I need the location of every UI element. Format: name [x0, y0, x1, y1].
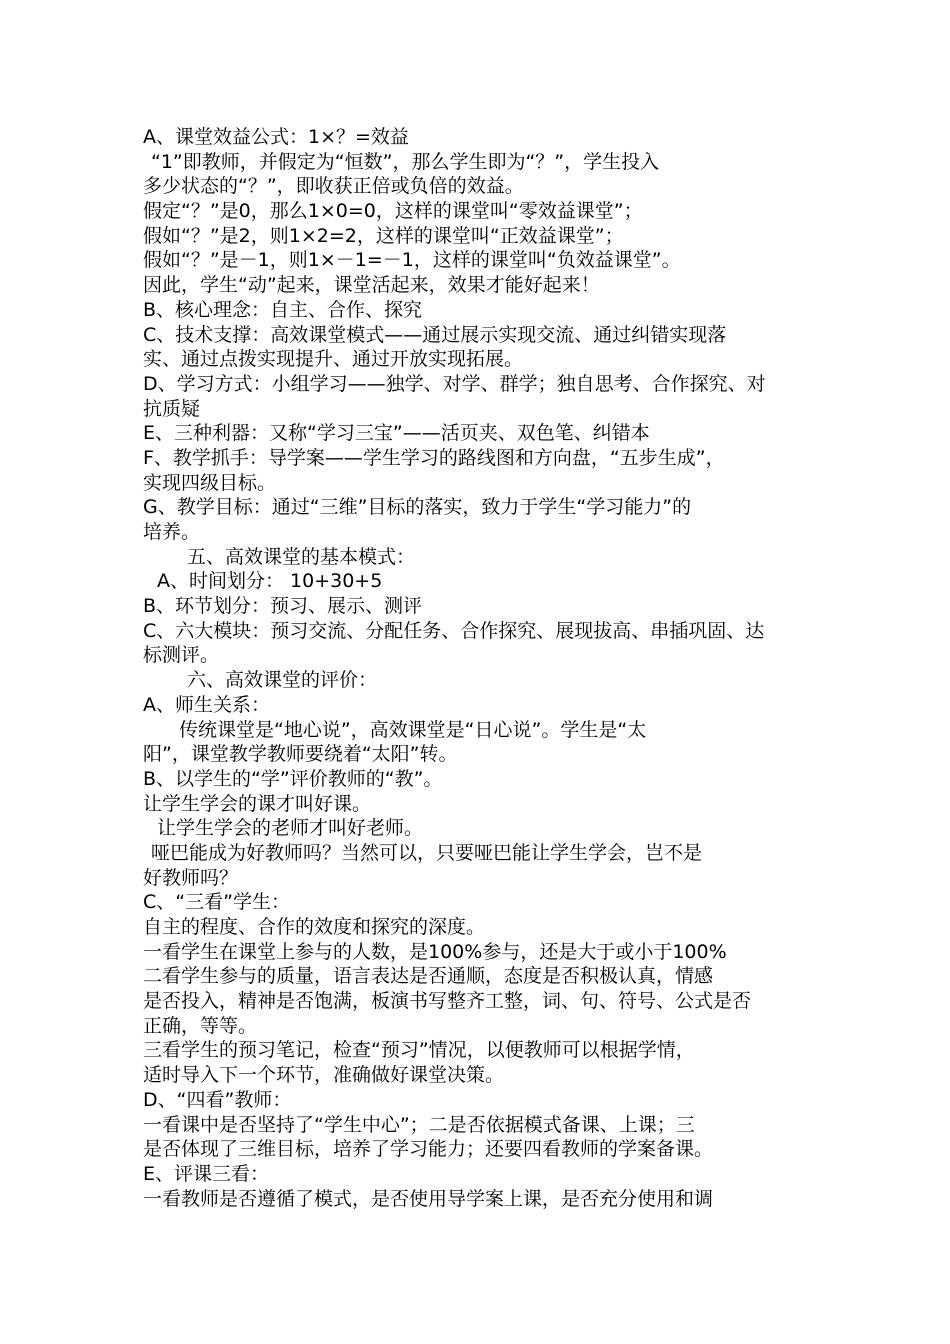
text-line: 假如“？”是－1，则1×－1=－1，这样的课堂叫“负效益课堂”。: [143, 249, 681, 272]
text-line: 实现四级目标。: [143, 471, 277, 494]
text-line: 一看教师是否遵循了模式，是否使用导学案上课，是否充分使用和调: [143, 1187, 714, 1210]
text-line: 抗质疑: [143, 397, 201, 420]
text-line: 是否体现了三维目标，培养了学习能力；还要四看教师的学案备课。: [143, 1138, 714, 1161]
text-line: G、教学目标：通过“三维”目标的落实，致力于学生“学习能力”的: [143, 496, 692, 519]
text-line: 二看学生参与的质量，语言表达是否通顺，态度是否积极认真，情感: [143, 965, 714, 988]
text-line: A、时间划分： 10+30+5: [157, 570, 383, 593]
text-line: 假定“？”是0，那么1×0=0，这样的课堂叫“零效益课堂”；: [143, 200, 643, 223]
text-line: 正确，等等。: [143, 1014, 258, 1037]
section-heading: 五、高效课堂的基本模式：: [187, 545, 416, 568]
text-line: F、教学抓手：导学案——学生学习的路线图和方向盘，“五步生成”，: [143, 446, 725, 469]
text-line: C、“三看”学生：: [143, 891, 290, 914]
text-line: “1”即教师，并假定为“恒数”，那么学生即为“？”，学生投入: [151, 150, 660, 173]
text-line: 一看课中是否坚持了“学生中心”；二是否依据模式备课、上课；三: [143, 1113, 695, 1136]
text-line: E、三种利器：又称“学习三宝”——活页夹、双色笔、纠错本: [143, 422, 650, 445]
section-heading: 六、高效课堂的评价：: [187, 669, 378, 692]
text-line: 好教师吗？: [143, 866, 239, 889]
text-line: 因此，学生“动”起来，课堂活起来，效果才能好起来！: [143, 274, 600, 297]
text-line: 多少状态的“？”，即收获正倍或负倍的效益。: [143, 175, 524, 198]
text-line: 传统课堂是“地心说”，高效课堂是“日心说”。学生是“太: [179, 718, 647, 741]
text-line: 三看学生的预习笔记，检查“预习”情况，以便教师可以根据学情，: [143, 1039, 695, 1062]
text-line: B、以学生的“学”评价教师的“教”。: [143, 767, 443, 790]
text-line: A、课堂效益公式：1×？=效益: [143, 126, 409, 148]
text-line: C、六大模块：预习交流、分配任务、合作探究、展现拔高、串插巩固、达: [143, 619, 765, 642]
text-line: B、环节划分：预习、展示、测评: [143, 595, 423, 618]
text-line: 让学生学会的老师才叫好老师。: [157, 817, 424, 840]
text-line: A、师生关系：: [143, 693, 270, 716]
text-line: 标测评。: [143, 644, 220, 667]
text-line: E、评课三看：: [143, 1162, 270, 1185]
document-body: [143, 125, 815, 1211]
text-line: 实、通过点拨实现提升、通过开放实现拓展。: [143, 348, 524, 371]
text-line: 假如“？”是2，则1×2=2，这样的课堂叫“正效益课堂”；: [143, 224, 624, 247]
text-line: 培养。: [143, 521, 201, 543]
text-line: 一看学生在课堂上参与的人数，是100%参与，还是大于或小于100%: [143, 940, 727, 963]
text-line: 阳”，课堂教学教师要绕着“太阳”转。: [143, 743, 458, 766]
text-line: C、技术支撑：高效课堂模式——通过展示实现交流、通过纠错实现落: [143, 323, 727, 346]
text-line: 是否投入，精神是否饱满，板演书写整齐工整，词、句、符号、公式是否: [143, 990, 752, 1013]
text-line: 自主的程度、合作的效度和探究的深度。: [143, 916, 486, 938]
text-line: 让学生学会的课才叫好课。: [143, 792, 372, 815]
text-line: D、“四看”教师：: [143, 1088, 292, 1111]
text-line: D、学习方式：小组学习——独学、对学、群学；独自思考、合作探究、对: [143, 372, 766, 395]
text-line: B、核心理念：自主、合作、探究: [143, 298, 423, 321]
text-line: 哑巴能成为好教师吗？当然可以，只要哑巴能让学生学会，岂不是: [151, 841, 703, 864]
text-line: 适时导入下一个环节，准确做好课堂决策。: [143, 1064, 505, 1087]
